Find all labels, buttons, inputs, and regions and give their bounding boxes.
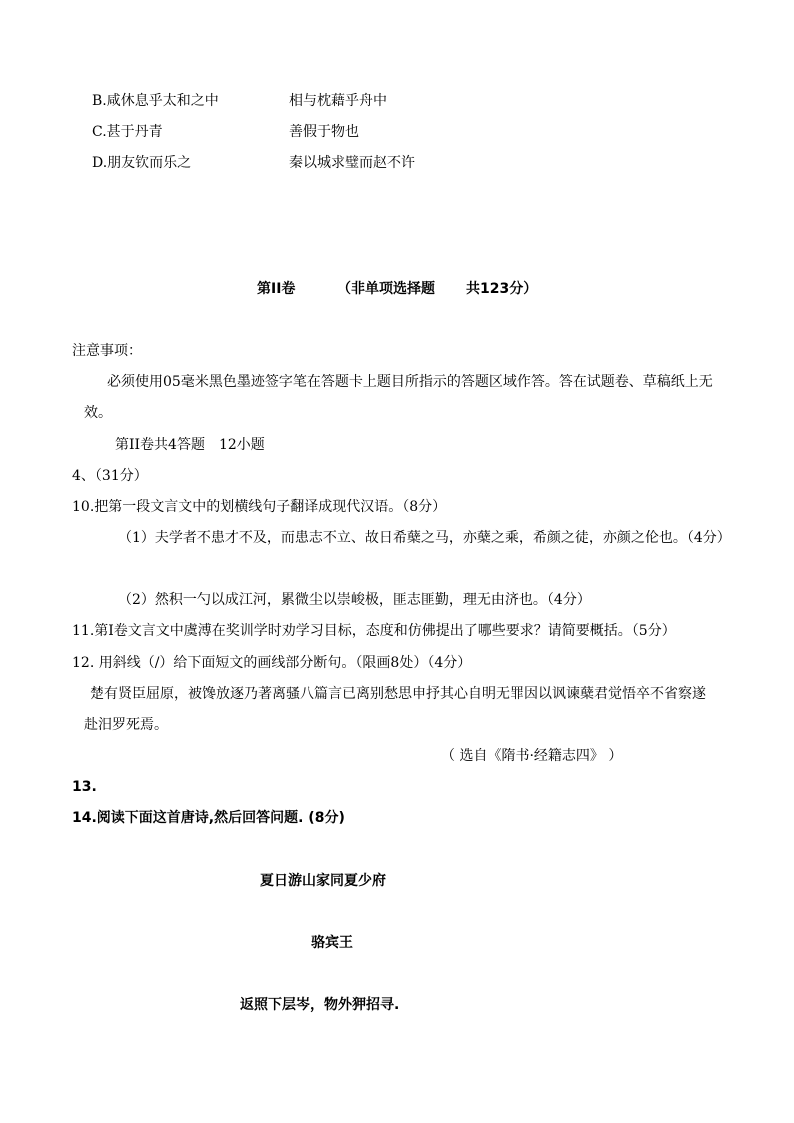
section-total: 共123分） xyxy=(466,281,538,297)
question-11: 11.第I卷文言文中虞溥在奖训学时劝学习目标，态度和仿佛提出了哪些要求？请简要概括。（5分） xyxy=(72,623,676,639)
option-c-right: 善假于物也 xyxy=(289,124,359,140)
question-12-passage2: 赴汨罗死焉。 xyxy=(84,717,168,733)
notice-label: 注意事项： xyxy=(72,343,142,359)
question-10: 10.把第一段文言文中的划横线句子翻译成现代汉语。（8分） xyxy=(72,499,447,515)
option-d-left: D.朋友钦而乐之 xyxy=(92,155,192,171)
option-c-left: C.甚于丹青 xyxy=(92,124,163,140)
question-12: 12. 用斜线（/）给下面短文的画线部分断句。（限画8处）（4分） xyxy=(72,655,472,671)
poem-title: 夏日游山家同夏少府 xyxy=(260,873,386,889)
option-b-left: B.咸休息乎太和之中 xyxy=(92,93,219,109)
question-13: 13. xyxy=(72,779,97,795)
question-10-sub1: （1）夫学者不患才不及，而患志不立、故日希蘖之马，亦蘖之乘，希颜之徒，亦颜之伦也。（4分） xyxy=(118,530,731,546)
option-d-right: 秦以城求璧而赵不许 xyxy=(289,155,415,171)
question-4: 4、（31分） xyxy=(72,468,148,484)
section-part: 第II卷 xyxy=(257,281,296,297)
question-12-source: （ 选自《隋书·经籍志四》 ） xyxy=(441,748,623,764)
option-b-right: 相与枕藉乎舟中 xyxy=(289,93,387,109)
poem-line1: 返照下层岑，物外狎招寻. xyxy=(240,997,400,1013)
question-12-passage1: 楚有贤臣屈原，被馋放逐乃著离骚八篇言已离别愁思申抒其心自明无罪因以讽谏蘖君觉悟卒不省察遂 xyxy=(90,686,706,702)
poem-author: 骆宾王 xyxy=(311,935,353,951)
section-type: （非单项选择题 xyxy=(337,281,435,297)
question-14: 14.阅读下面这首唐诗,然后回答问题. (8分) xyxy=(72,810,345,826)
notice-line1: 必须使用05毫米黑色墨迹签字笔在答题卡上题目所指示的答题区域作答。答在试题卷、草稿纸上无 xyxy=(107,374,713,390)
notice-line2: 效。 xyxy=(84,405,112,421)
notice-line3: 第II卷共4答题 12小题 xyxy=(115,437,265,453)
question-10-sub2: （2）然积一勺以成江河，累微尘以崇峻极，匪志匪勤，理无由济也。（4分） xyxy=(118,592,591,608)
